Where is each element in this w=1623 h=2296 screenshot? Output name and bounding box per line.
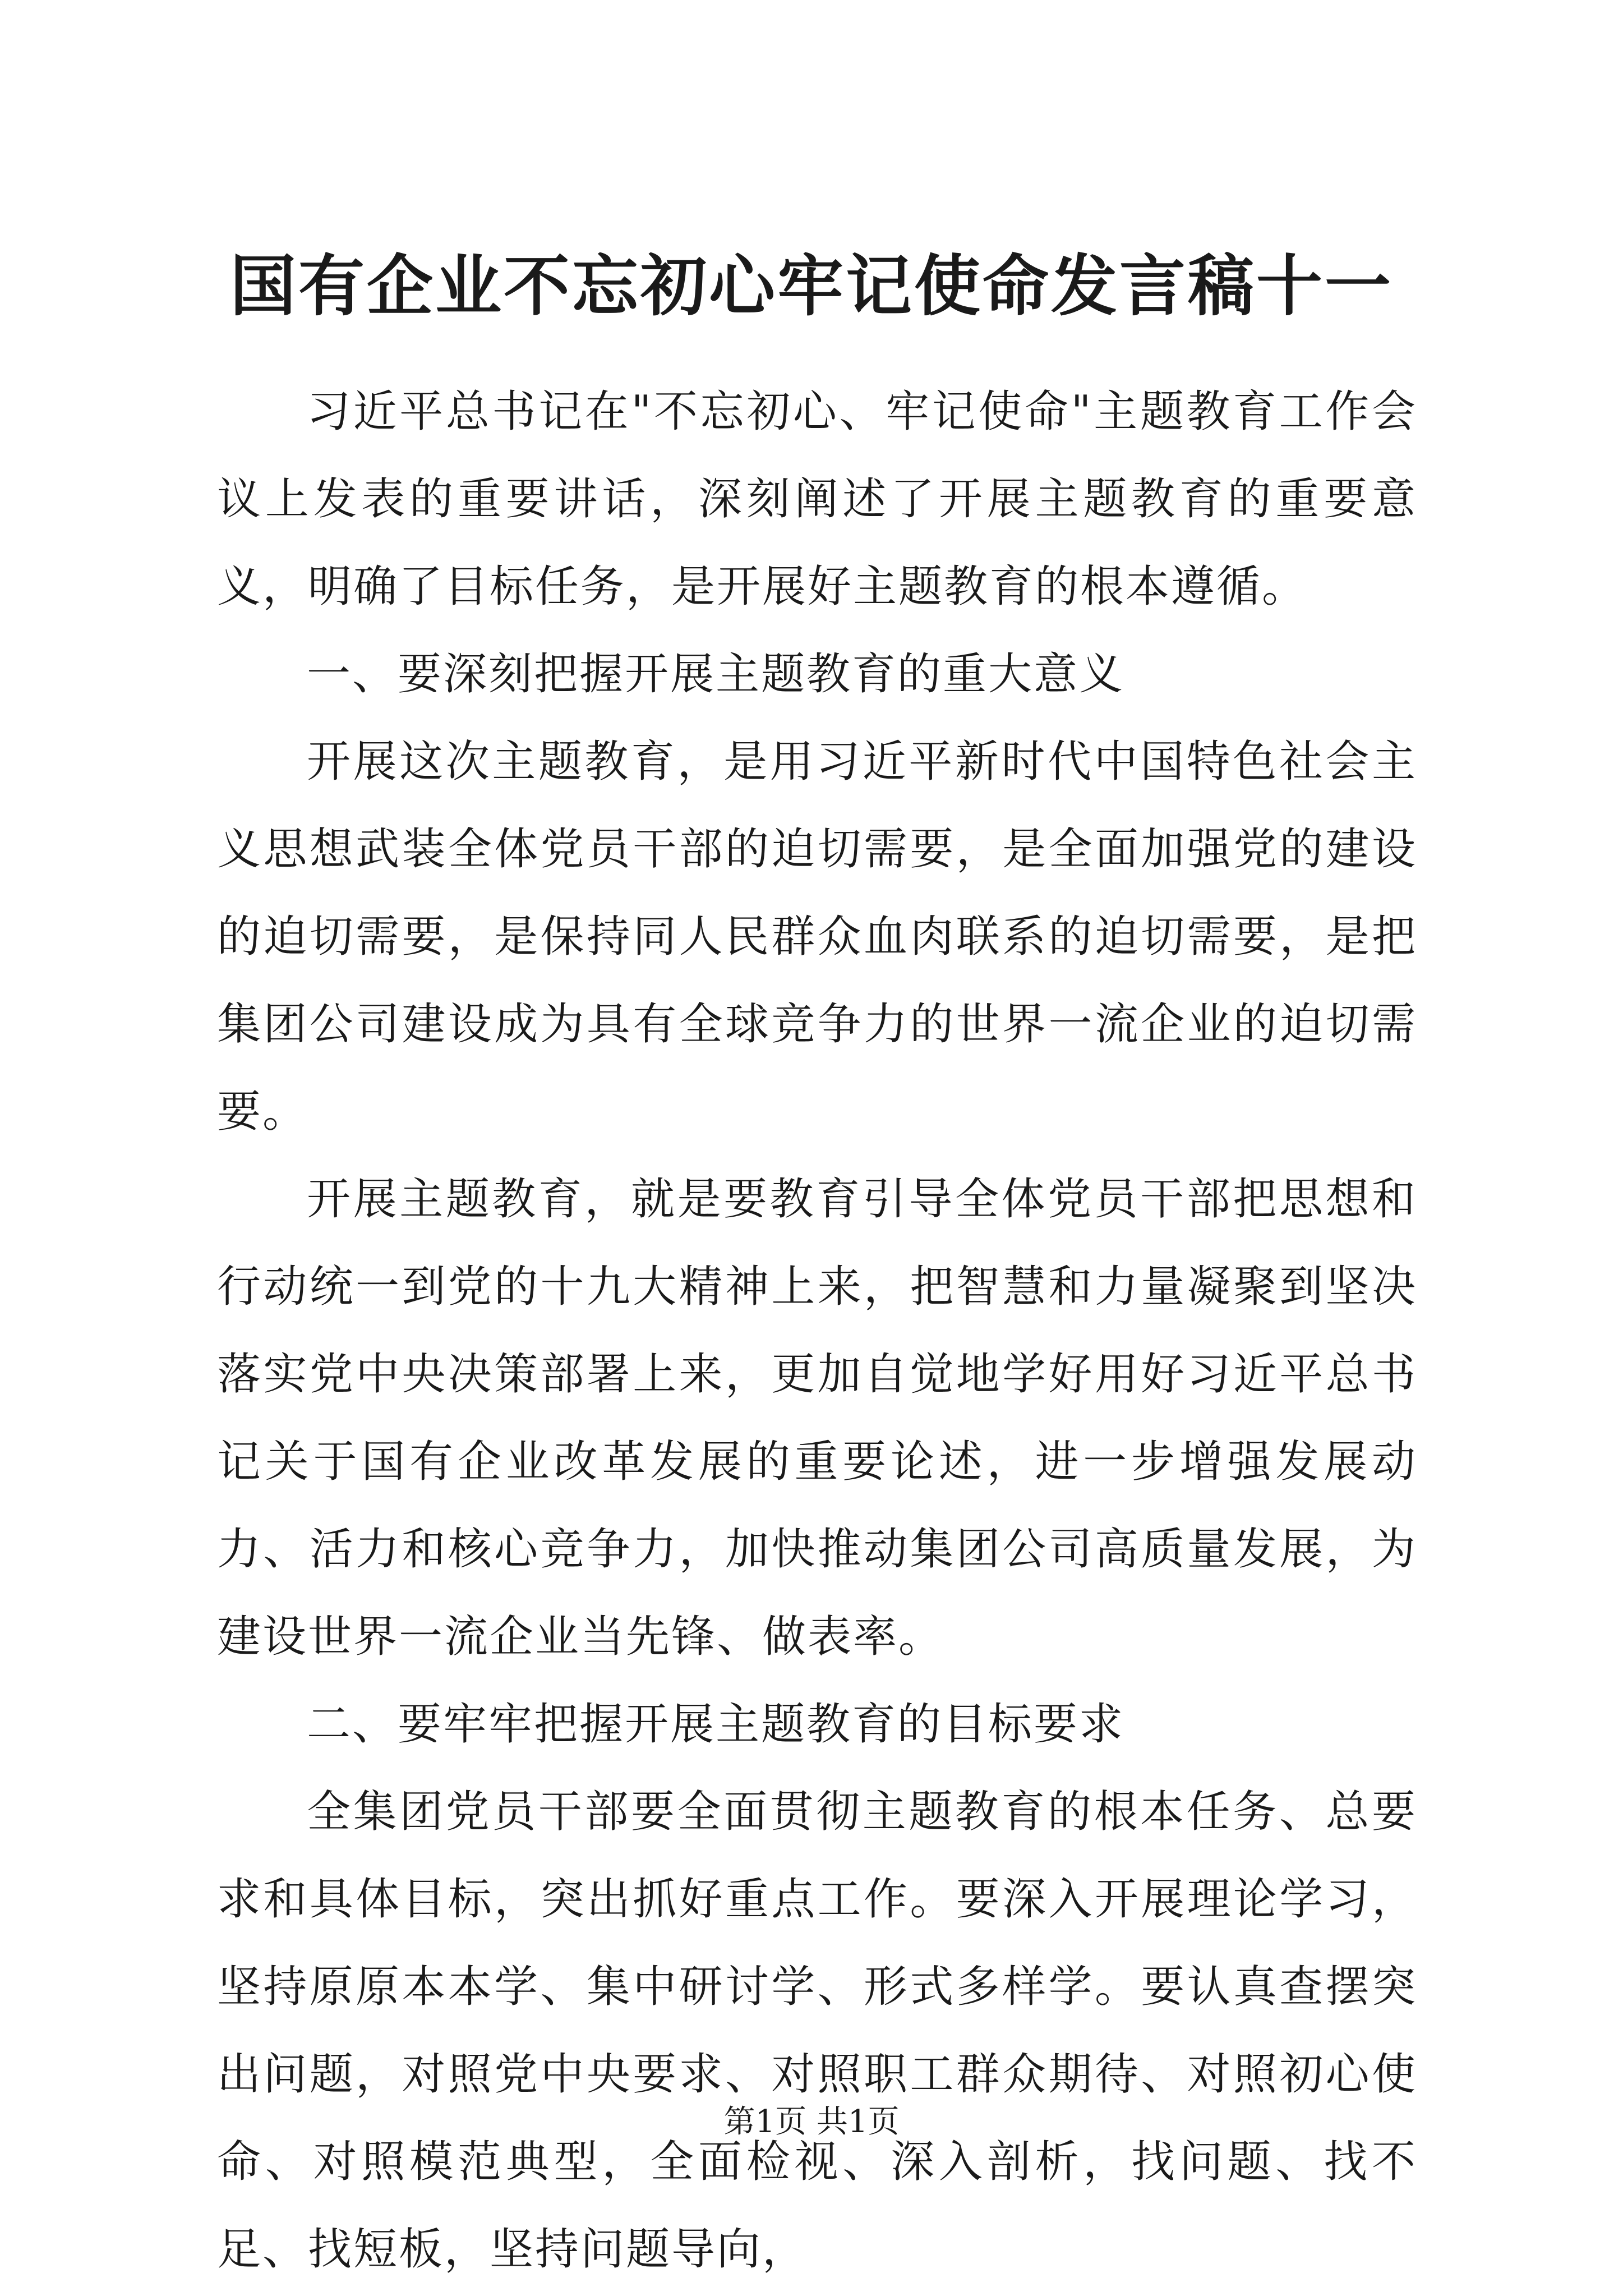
document-title: 国有企业不忘初心牢记使命发言稿十一 bbox=[229, 247, 1393, 325]
paragraph: 开展主题教育，就是要教育引导全体党员干部把思想和行动统一到党的十九大精神上来，把智慧和力量凝聚到坚决落实党中央决策部署上来，更加自觉地学好用好习近平总书记关于国有企业改革发展的重要论述，进一步增强发展动力、活力和核心竞争力，加快推动集团公司高质量发展，为建设世界一流企业当先锋、做表率。 bbox=[217, 1174, 1417, 1662]
paragraph: 全集团党员干部要全面贯彻主题教育的根本任务、总要求和具体目标，突出抓好重点工作。要深入开展理论学习，坚持原原本本学、集中研讨学、形式多样学。要认真查摆突出问题，对照党中央要求、对照职工群众期待、对照初心使命、对照模范典型，全面检视、深入剖析，找问题、找不足、找短板，坚持问题导向， bbox=[217, 1787, 1417, 2275]
paragraph: 开展这次主题教育，是用习近平新时代中国特色社会主义思想武装全体党员干部的迫切需要，是全面加强党的建设的迫切需要，是保持同人民群众血肉联系的迫切需要，是把集团公司建设成为具有全球竞争力的世界一流企业的迫切需要。 bbox=[217, 737, 1417, 1137]
document-body bbox=[217, 368, 1417, 2293]
paragraph-intro: 习近平总书记在"不忘初心、牢记使命"主题教育工作会议上发表的重要讲话，深刻阐述了开展主题教育的重要意义，明确了目标任务，是开展好主题教育的根本遵循。 bbox=[217, 386, 1417, 612]
section-heading-2: 二、要牢牢把握开展主题教育的目标要求 bbox=[307, 1699, 1125, 1750]
section-heading-1: 一、要深刻把握开展主题教育的重大意义 bbox=[307, 649, 1125, 700]
page-footer: 第1页 共1页 bbox=[723, 2104, 900, 2140]
